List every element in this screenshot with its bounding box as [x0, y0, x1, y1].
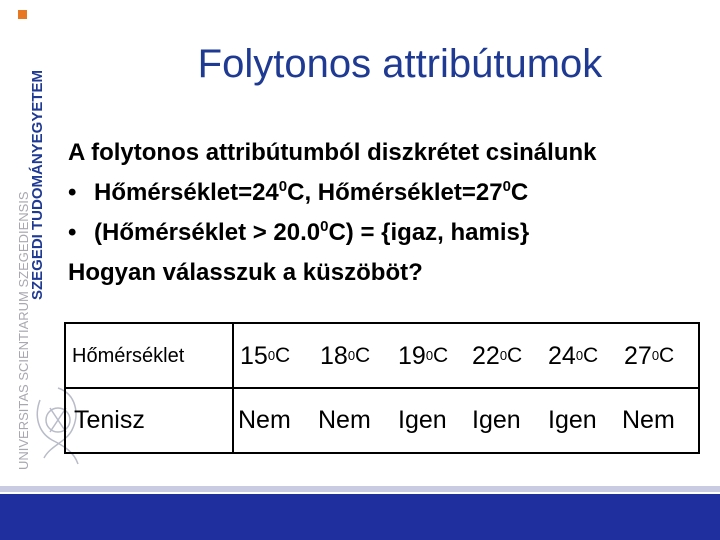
- temp-value: 24: [548, 341, 576, 370]
- intro-line: [68, 138, 708, 178]
- temp-cell: 27 0 C: [624, 341, 675, 370]
- temp-cell: 22 0 C: [472, 341, 523, 370]
- table-row-temperature: [66, 324, 698, 388]
- answer-cell: Igen: [398, 405, 447, 434]
- temp-value: 19: [398, 341, 426, 370]
- question-line: [68, 258, 708, 298]
- threshold-table: [64, 322, 700, 454]
- university-name-bold: SZEGEDI TUDOMÁNYEGYETEM: [29, 69, 46, 300]
- logo-square: [18, 10, 27, 19]
- degree-sup: 0: [320, 218, 329, 235]
- temp-cell: 15 0 C: [240, 341, 291, 370]
- bullet-list: [68, 138, 708, 298]
- bullet-2-text-b: C) = {igaz, hamis}: [328, 219, 530, 246]
- answer-cell: Igen: [472, 405, 521, 434]
- footer-bar: [0, 494, 720, 540]
- answer-cell: Igen: [548, 405, 597, 434]
- unit: C: [583, 344, 599, 367]
- bullet-marker: •: [68, 219, 77, 246]
- temp-value: 22: [472, 341, 500, 370]
- bullet-1-text-a: Hőmérséklet=24: [94, 179, 279, 206]
- answer-cell: Nem: [238, 405, 291, 434]
- degree-sup: 0: [278, 178, 288, 195]
- unit: C: [659, 344, 675, 367]
- slide-title: Folytonos attribútumok: [197, 42, 603, 86]
- bullet-1-text-c: C: [510, 179, 529, 206]
- temp-value: 18: [320, 341, 348, 370]
- answer-cell: Nem: [318, 405, 371, 434]
- unit: C: [507, 344, 523, 367]
- bullet-marker: •: [68, 179, 77, 206]
- unit: C: [275, 344, 291, 367]
- temp-cell: 24 0 C: [548, 341, 599, 370]
- bullet-1-text-b: C, Hőmérséklet=27: [287, 179, 503, 206]
- answer-cell: Nem: [622, 405, 675, 434]
- bullet-item-1: [68, 178, 708, 218]
- temp-cell: 19 0 C: [398, 341, 449, 370]
- temp-value: 27: [624, 341, 652, 370]
- table-row-tennis: [66, 388, 698, 452]
- intro-text: A folytonos attribútumból diszkrétet csinálunk: [68, 139, 597, 166]
- bullet-2-text-a: (Hőmérséklet > 20.0: [94, 219, 321, 246]
- temp-cell: 18 0 C: [320, 341, 371, 370]
- university-latin-name: UNIVERSITAS SCIENTIARUM SZEGEDIENSIS: [16, 191, 31, 470]
- row-label-temperature: Hőmérséklet: [72, 344, 185, 367]
- row-label-tennis: Tenisz: [74, 405, 145, 434]
- question-text: Hogyan válasszuk a küszöböt?: [68, 259, 423, 286]
- bullet-item-2: [68, 218, 708, 258]
- degree-sup: 0: [502, 178, 511, 195]
- unit: C: [433, 344, 449, 367]
- footer-stripe: [0, 486, 720, 492]
- temp-value: 15: [240, 341, 268, 370]
- unit: C: [355, 344, 371, 367]
